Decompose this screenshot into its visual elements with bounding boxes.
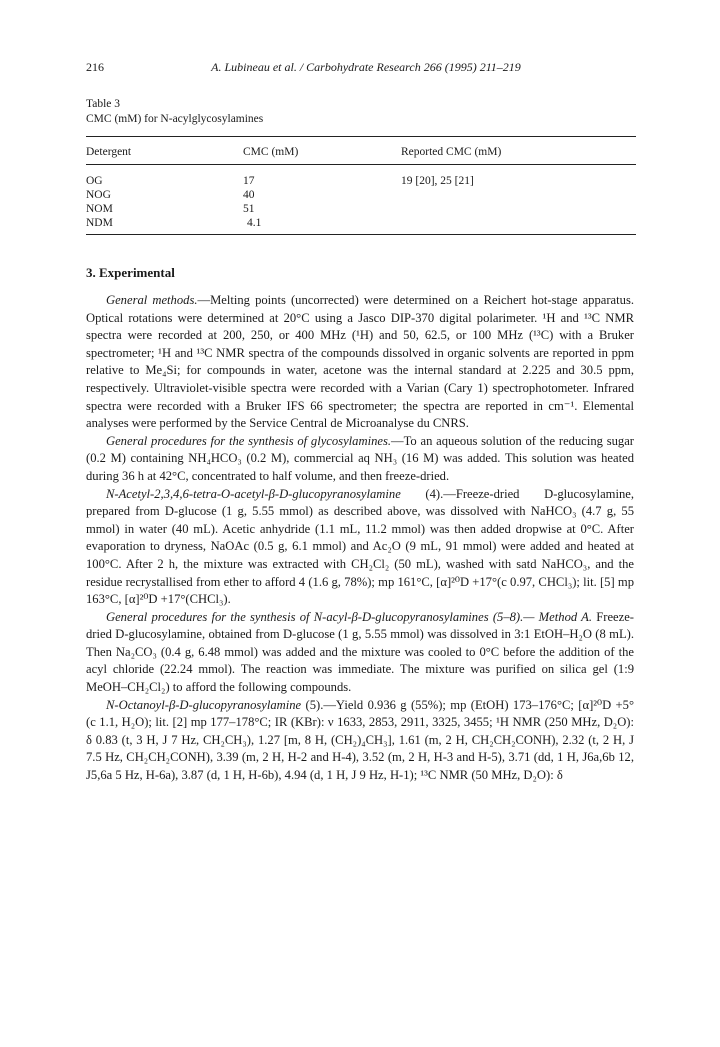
paragraph-general-methods <box>86 292 634 433</box>
paragraph-lead: General methods. <box>106 293 198 307</box>
paragraph-method-a <box>86 609 634 697</box>
cell-detergent: NOG <box>86 189 111 201</box>
page-header <box>86 60 646 76</box>
table-top-rule <box>86 136 636 137</box>
cell-detergent: OG <box>86 175 103 187</box>
table-caption <box>86 97 263 127</box>
cell-cmc: 51 <box>243 203 255 215</box>
paragraph-glycosylamine-synthesis <box>86 433 634 486</box>
paragraph-text: (4).—Freeze-dried D-glucosylamine, prepared from D-glucose (1 g, 5.55 mmol) as described above, was dissolved with NaHCO₃ (4.7 g, 55 mmol) in water (40 mL). Acetic anhydride (1.1 mL, 11.2 mmol) was then added dropwise at 0°C. After evaporation to dryness, NaOAc (0.5 g, 6.1 mmol) and Ac₂O (9 mL, 91 mmol) were added and heated at 100°C. After 2 h, the mixture was extracted with CH₂Cl₂ (50 mL), washed with satd NaHCO₃, and the residue recrystallised from ether to afford 4 (1.6 g, 78%); mp 161°C, [α]²⁰D +17°(c 0.97, CHCl₃); lit. [5] mp 163°C, [α]²⁰D +17°(CHCl₃). <box>86 486 634 607</box>
paragraph-text: Freeze-dried D-glucosylamine, obtained from D-glucose (1 g, 5.55 mmol) was dissolved in 3:1 EtOH–H₂O (8 mL). Then Na₂CO₃ (0.4 g, 6.48 mmol) was added and the mixture was cooled to 0°C before the addition of the acyl chloride (22.24 mmol). The reaction was immediate. The mixture was purified on silica gel (1:9 MeOH–CH₂Cl₂) to afford the following compounds. <box>86 609 635 695</box>
cell-cmc: 17 <box>243 175 255 187</box>
paragraph-text: (5).—Yield 0.936 g (55%); mp (EtOH) 173–176°C; [α]²⁰D +5° (c 1.1, H₂O); lit. [2] mp 177–178°C; IR (KBr): ν 1633, 2853, 2911, 3325, 3455; ¹H NMR (250 MHz, D₂O): δ 0.83 (t, 3 H, J 7 Hz, CH₂CH₃), 1.27 [m, 8 H, (CH₂)₄CH₃], 1.61 (m, 2 H, CH₂CH₂CONH), 2.32 (t, 2 H, J 7.5 Hz, CH₂CH₂CONH), 3.39 (m, 2 H, H-2 and H-4), 3.52 (m, 2 H, H-3 and H-5), 3.71 (dd, 1 H, J6a,6b 12, J5,6a 5 Hz, H-6a), 3.87 (d, 1 H, H-6b), 4.94 (d, 1 H, J 9 Hz, H-1); ¹³C NMR (50 MHz, D₂O): δ <box>86 697 634 783</box>
paragraph-lead: N-Acetyl-2,3,4,6-tetra-O-acetyl-β-D-glucopyranosylamine <box>106 486 401 501</box>
column-header-detergent: Detergent <box>86 146 132 158</box>
paragraph-lead: General procedures for the synthesis of N-acyl-β-D-glucopyranosylamines (5–8).— Method A. <box>106 609 593 624</box>
paragraph-text: —To an aqueous solution of the reducing sugar (0.2 M) containing NH₄HCO₃ (0.2 M), commercial aq NH₃ (16 M) was added. This solution was heated during 36 h at 42°C, concentrated to half volume, and then freeze-dried. <box>86 433 635 483</box>
table-title: CMC (mM) for N-acylglycosylamines <box>86 113 264 125</box>
column-header-reported-cmc: Reported CMC (mM) <box>401 146 502 158</box>
paragraph-lead: N-Octanoyl-β-D-glucopyranosylamine <box>106 697 302 712</box>
section-heading: 3. Experimental <box>86 265 175 280</box>
paragraph-compound-5 <box>86 697 634 785</box>
body-text <box>86 292 634 785</box>
paragraph-text: —Melting points (uncorrected) were determined on a Reichert hot-stage apparatus. Optical rotations were determined at 20°C using a Jasco DIP-370 digital polarimeter. ¹H and ¹³C NMR spectra were recorded at 200, 250, or 400 MHz (¹H) and 50, 62.5, or 100 MHz (¹³C) with a Bruker spectrometer; ¹H and ¹³C NMR spectra of the compounds dissolved in organic solvents are reported in ppm relative to Me₄Si; for compounds in water, acetone was the internal standard at 2.225 and 30.5 ppm, respectively. Ultraviolet-visible spectra were recorded with a Varian (Cary 1) spectrophotometer. Infrared spectra were recorded with a Bruker IFS 66 spectrometer; the spectra are reported in cm⁻¹. Elemental analyses were performed by the Service Central de Microanalyse du CNRS. <box>86 293 634 431</box>
cell-cmc: 4.1 <box>247 217 262 229</box>
cell-detergent: NDM <box>86 217 113 229</box>
column-header-cmc: CMC (mM) <box>243 146 299 158</box>
running-title: A. Lubineau et al. / Carbohydrate Research 266 (1995) 211–219 <box>211 60 521 74</box>
cell-cmc: 40 <box>243 189 255 201</box>
table-header-rule <box>86 164 636 165</box>
paragraph-compound-4 <box>86 486 634 609</box>
cell-detergent: NOM <box>86 203 113 215</box>
cell-reported-cmc: 19 [20], 25 [21] <box>401 175 474 187</box>
table-label: Table 3 <box>86 98 121 110</box>
page-number: 216 <box>86 60 104 74</box>
table-bottom-rule <box>86 234 636 235</box>
paragraph-lead: General procedures for the synthesis of glycosylamines. <box>106 433 392 448</box>
